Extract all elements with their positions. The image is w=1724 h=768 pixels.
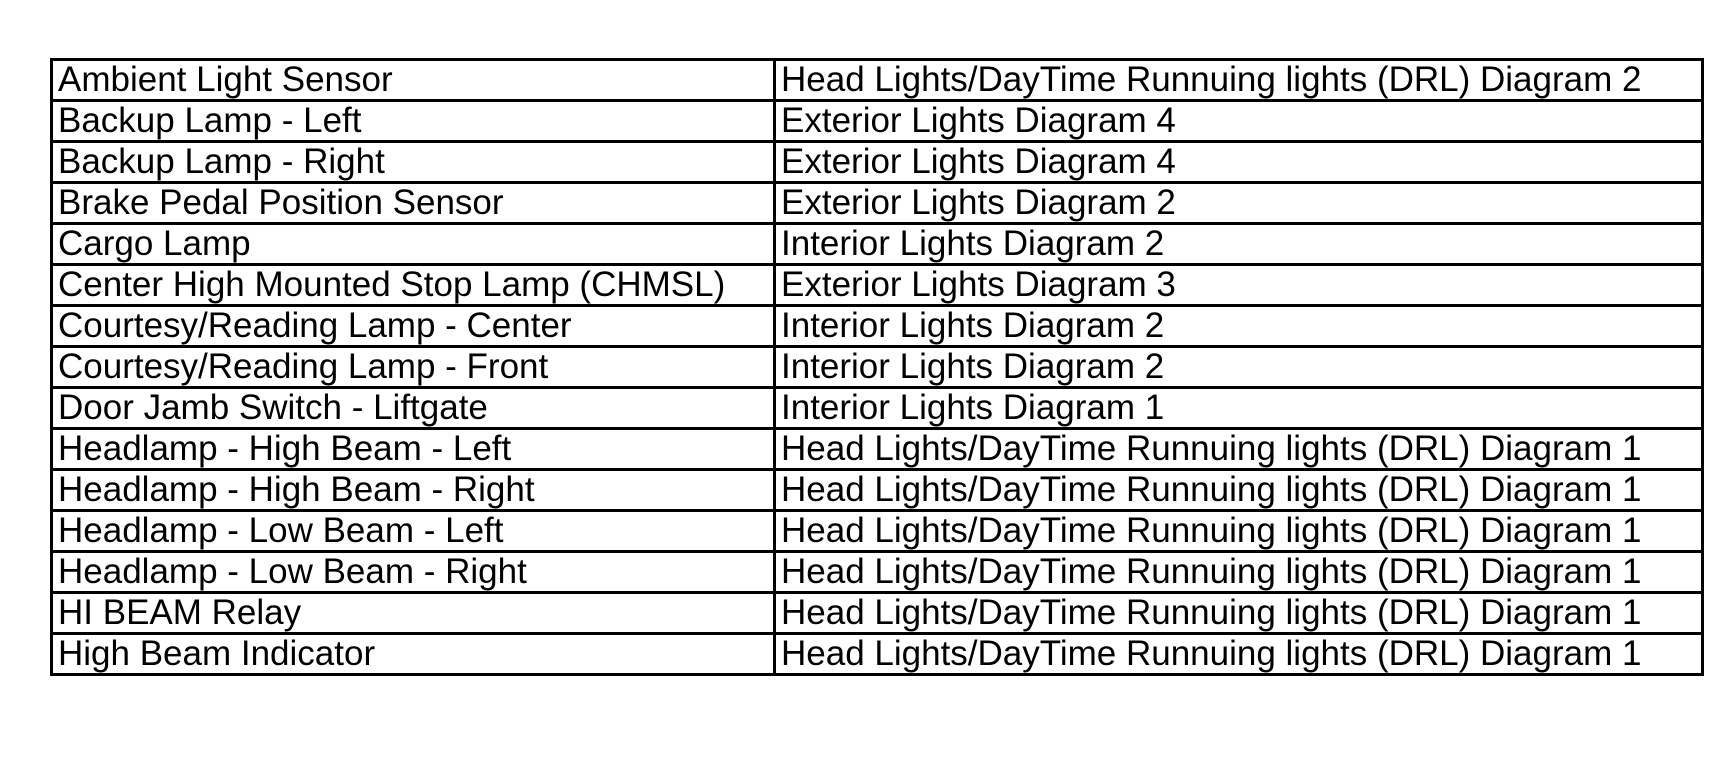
diagram-reference-cell: Head Lights/DayTime Runnuing lights (DRL) Diagram 1 (775, 593, 1703, 634)
component-locator-table-container (50, 58, 1701, 676)
component-name-cell: Headlamp - Low Beam - Left (52, 511, 775, 552)
diagram-reference-cell: Head Lights/DayTime Runnuing lights (DRL) Diagram 1 (775, 470, 1703, 511)
table-row (52, 470, 1703, 511)
component-name-cell: Door Jamb Switch - Liftgate (52, 388, 775, 429)
table-row (52, 552, 1703, 593)
diagram-reference-cell: Exterior Lights Diagram 4 (775, 101, 1703, 142)
diagram-reference-cell: Head Lights/DayTime Runnuing lights (DRL) Diagram 1 (775, 429, 1703, 470)
diagram-reference-cell: Exterior Lights Diagram 2 (775, 183, 1703, 224)
table-row (52, 60, 1703, 101)
component-name-cell: Center High Mounted Stop Lamp (CHMSL) (52, 265, 775, 306)
component-name-cell: Backup Lamp - Right (52, 142, 775, 183)
component-name-cell: Headlamp - High Beam - Right (52, 470, 775, 511)
diagram-reference-cell: Interior Lights Diagram 2 (775, 347, 1703, 388)
component-name-cell: Headlamp - High Beam - Left (52, 429, 775, 470)
table-row (52, 593, 1703, 634)
component-name-cell: Courtesy/Reading Lamp - Center (52, 306, 775, 347)
diagram-reference-cell: Head Lights/DayTime Runnuing lights (DRL) Diagram 1 (775, 511, 1703, 552)
component-name-cell: Backup Lamp - Left (52, 101, 775, 142)
table-row (52, 142, 1703, 183)
diagram-reference-cell: Interior Lights Diagram 2 (775, 306, 1703, 347)
table-row (52, 101, 1703, 142)
component-name-cell: Cargo Lamp (52, 224, 775, 265)
component-name-cell: Ambient Light Sensor (52, 60, 775, 101)
table-body (52, 60, 1703, 675)
diagram-reference-cell: Interior Lights Diagram 2 (775, 224, 1703, 265)
table-row (52, 224, 1703, 265)
diagram-reference-cell: Interior Lights Diagram 1 (775, 388, 1703, 429)
component-locator-table (50, 58, 1704, 676)
diagram-reference-cell: Exterior Lights Diagram 4 (775, 142, 1703, 183)
table-row (52, 511, 1703, 552)
diagram-reference-cell: Head Lights/DayTime Runnuing lights (DRL) Diagram 1 (775, 552, 1703, 593)
table-row (52, 388, 1703, 429)
table-row (52, 429, 1703, 470)
table-row (52, 347, 1703, 388)
component-name-cell: HI BEAM Relay (52, 593, 775, 634)
component-name-cell: High Beam Indicator (52, 634, 775, 675)
table-row (52, 306, 1703, 347)
component-name-cell: Brake Pedal Position Sensor (52, 183, 775, 224)
diagram-reference-cell: Head Lights/DayTime Runnuing lights (DRL) Diagram 2 (775, 60, 1703, 101)
diagram-reference-cell: Exterior Lights Diagram 3 (775, 265, 1703, 306)
table-row (52, 634, 1703, 675)
component-name-cell: Headlamp - Low Beam - Right (52, 552, 775, 593)
table-row (52, 265, 1703, 306)
table-row (52, 183, 1703, 224)
component-name-cell: Courtesy/Reading Lamp - Front (52, 347, 775, 388)
diagram-reference-cell: Head Lights/DayTime Runnuing lights (DRL) Diagram 1 (775, 634, 1703, 675)
